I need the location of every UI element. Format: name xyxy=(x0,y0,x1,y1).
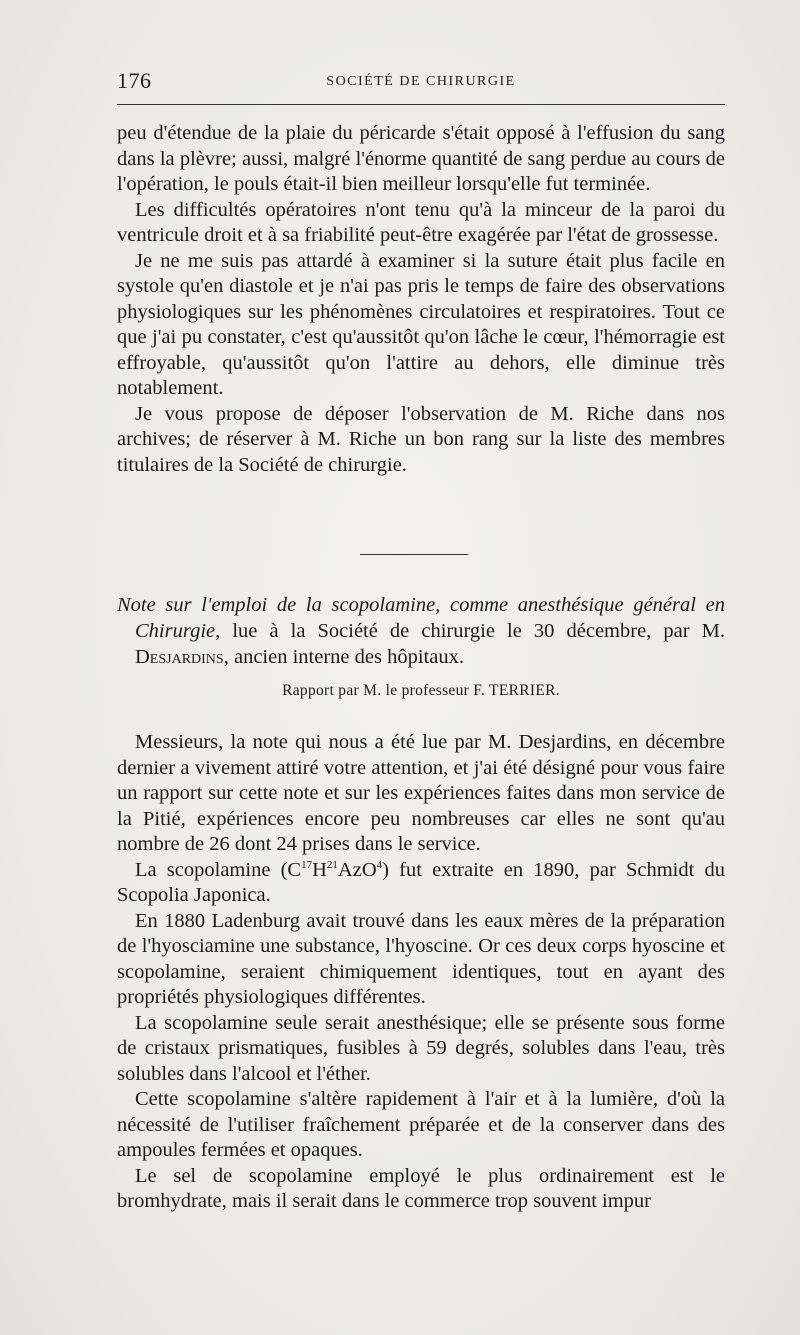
note-title-rest: lue à la Société de chirurgie le 30 décembre, par M. xyxy=(220,620,725,642)
formula-h-sup: 21 xyxy=(326,858,338,871)
paragraph: peu d'étendue de la plaie du péricarde s'était opposé à l'effusion du sang dans la plèvre; aussi, malgré l'énorme quantité de sang perdue au cours de l'opération, le pouls était-il bien meilleur lorsqu'elle fut terminée. xyxy=(117,122,725,195)
formula-c-sup: 17 xyxy=(301,858,313,871)
paragraph: En 1880 Ladenburg avait trouvé dans les eaux mères de la préparation de l'hyosciamine une substance, l'hyoscine. Or ces deux corps hyoscine et scopolamine, seraient chimiquement identiques, tout en ayant des propriétés physiologiques différentes. xyxy=(117,909,725,1008)
report-line: Rapport par M. le professeur F. TERRIER. xyxy=(282,682,560,699)
formula-after: ) fut extraite en 1890, par Schmidt du Scopolia Japonica. xyxy=(117,858,725,906)
page-header xyxy=(117,68,725,98)
note-title xyxy=(117,592,725,670)
note-title-text xyxy=(117,592,725,670)
paragraph: Les difficultés opératoires n'ont tenu qu'à la minceur de la paroi du ventricule droit et à sa friabilité peut-être exagérée par l'état de grossesse. xyxy=(117,198,725,246)
formula-h: H xyxy=(312,858,327,881)
report-text xyxy=(117,730,725,1215)
paragraph: Le sel de scopolamine employé le plus ordinairement est le bromhydrate, mais il serait dans le commerce trop souvent impur xyxy=(117,1164,725,1212)
paragraph: Cette scopolamine s'altère rapidement à l'air et à la lumière, d'où la nécessité de l'utiliser fraîchement préparée et de la conserver dans des ampoules fermées et opaques. xyxy=(117,1088,725,1161)
formula-before: La scopolamine (C xyxy=(135,858,302,881)
paragraph: Je ne me suis pas attardé à examiner si la suture était plus facile en systole qu'en diastole et je n'ai pas pris le temps de faire des observations physiologiques sur les phénomènes circulatoires et respiratoires. Tout ce que j'ai pu constater, c'est qu'aussitôt qu'on lâche le cœur, l'hémorragie est effroyable, qu'aussitôt qu'on l'attire au dehors, elle diminue très notablement. xyxy=(117,249,725,399)
note-title-italic: Note sur l'emploi de la scopolamine, comme anesthésique général en Chirurgie, xyxy=(117,594,725,642)
paragraph: Je vous propose de déposer l'observation de M. Riche dans nos archives; de réserver à M. Riche un bon rang sur la liste des membres titulaires de la Société de chirurgie. xyxy=(117,402,725,476)
formula-paragraph xyxy=(117,858,725,909)
continued-text xyxy=(117,121,725,478)
section-separator xyxy=(360,554,468,555)
running-title: SOCIÉTÉ DE CHIRURGIE xyxy=(326,74,516,89)
paragraph: La scopolamine seule serait anesthésique; elle se présente sous forme de cristaux prismatiques, fusibles à 59 degrés, solubles dans l'eau, très solubles dans l'alcool et l'éther. xyxy=(117,1011,725,1085)
paragraph: Messieurs, la note qui nous a été lue par M. Desjardins, en décembre dernier a vivement attiré votre attention, et j'ai été désigné pour vous faire un rapport sur cette note et sur les expériences faites dans mon service de la Pitié, expériences encore peu nombreuses car elles ne sont qu'au nombre de 26 dont 24 prises dans le service. xyxy=(117,731,725,855)
note-title-end: , ancien interne des hôpitaux. xyxy=(223,646,464,668)
page-number: 176 xyxy=(117,68,152,93)
formula-o-sup: 4 xyxy=(376,858,383,871)
note-author: Desjardins xyxy=(135,646,224,668)
header-rule xyxy=(117,104,725,105)
formula-azo: AzO xyxy=(337,858,377,881)
